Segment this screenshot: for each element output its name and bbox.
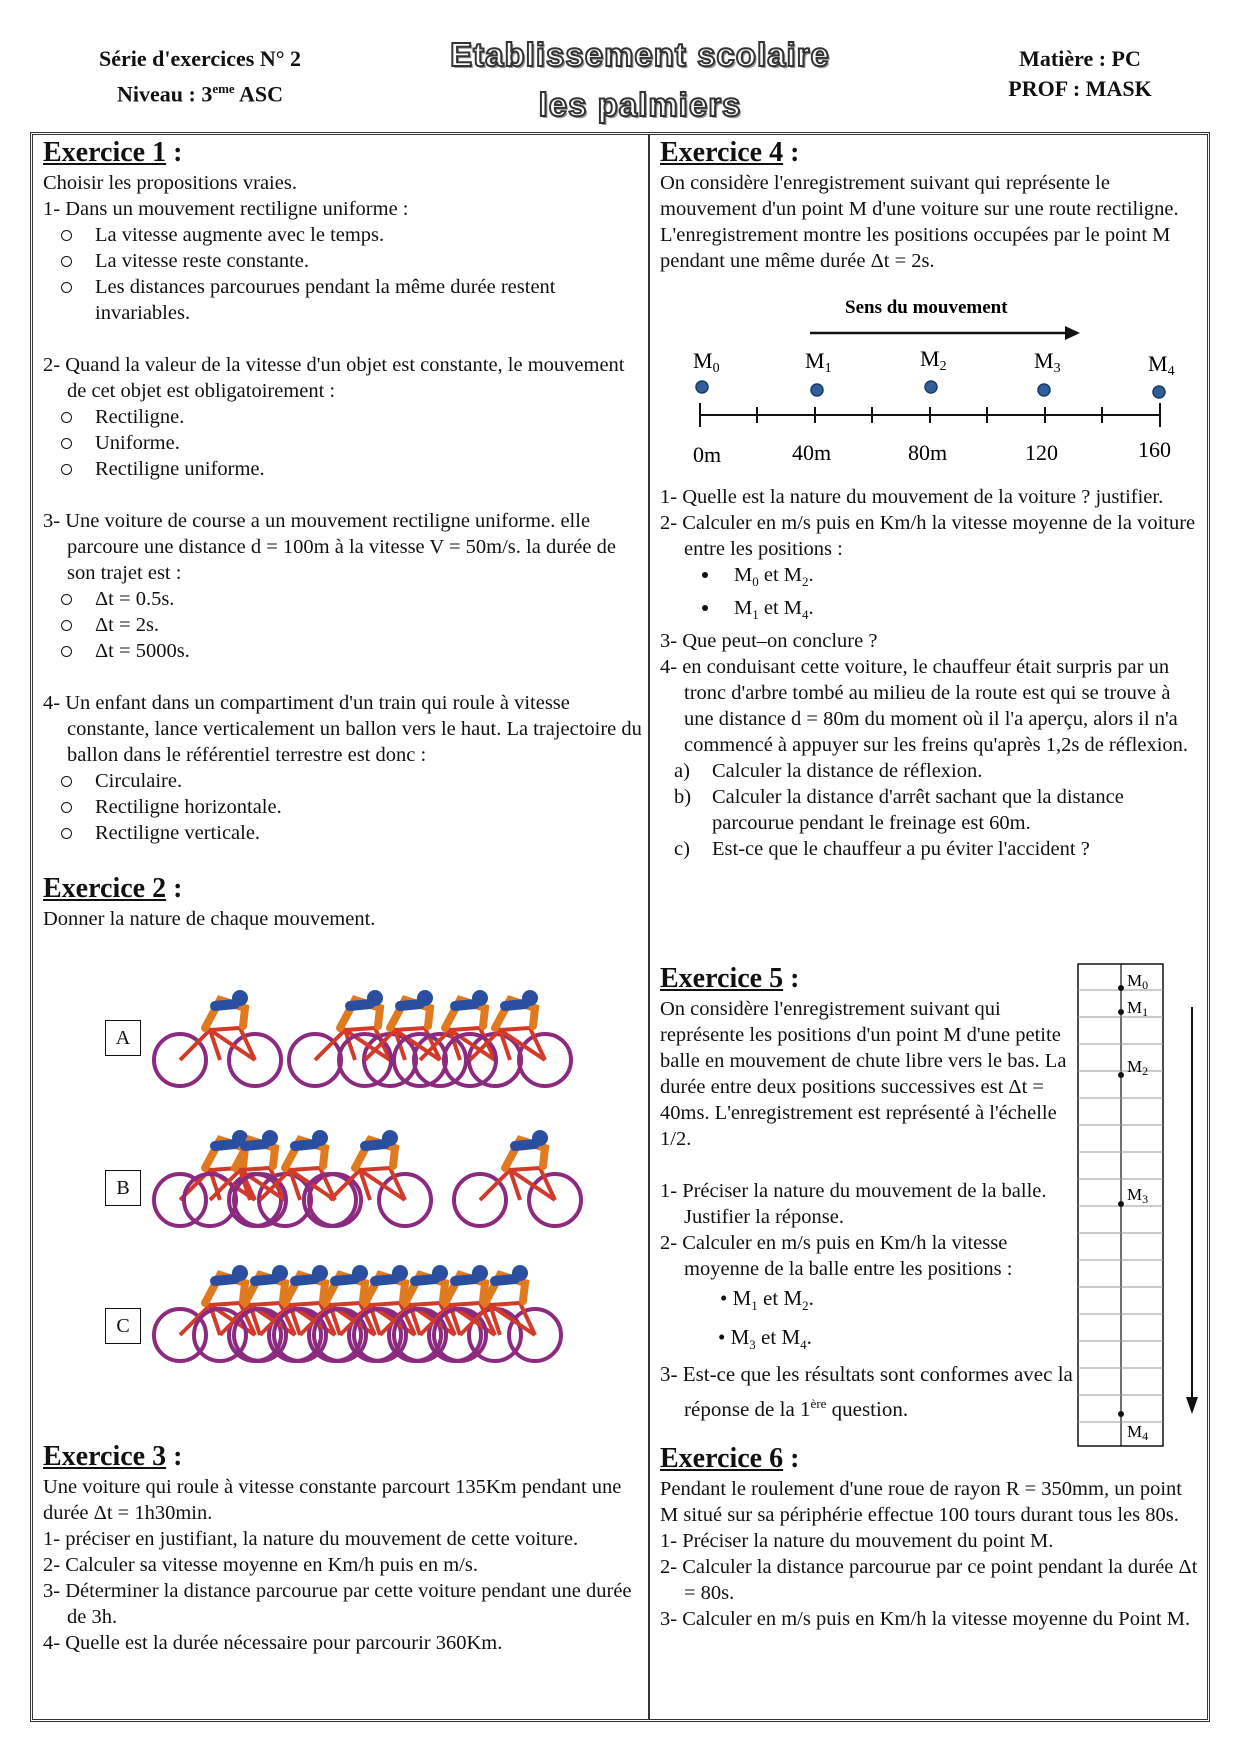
- column-divider: [648, 134, 650, 1720]
- pos-1: 40m: [792, 440, 832, 465]
- ex1-q3-opt: Δt = 2s.: [43, 612, 643, 638]
- ex1-q3-opt: Δt = 5000s.: [43, 638, 643, 664]
- ex1-intro: Choisir les propositions vraies.: [43, 172, 297, 194]
- ex3-title: Exercice 3 :: [43, 1441, 183, 1472]
- cyclists-figure: [60, 990, 600, 1420]
- ex1-q2: 2- Quand la valeur de la vitesse d'un objet est constante, le mouvement de cet objet est obligatoirement :: [43, 354, 625, 402]
- ex6-item: 2- Calculer la distance parcourue par ce point pendant la durée Δt = 80s.: [660, 1556, 1198, 1604]
- left-column: [43, 136, 643, 932]
- ex3-block: [43, 1440, 643, 1656]
- ex3-item: 1- préciser en justifiant, la nature du mouvement de cette voiture.: [43, 1528, 579, 1550]
- ex1-q4-opt: Rectiligne horizontale.: [43, 794, 643, 820]
- point-m0: [696, 381, 708, 393]
- ex5-q2: 2- Calculer en m/s puis en Km/h la vitesse moyenne de la balle entre les positions :: [660, 1232, 1013, 1280]
- school-line-2: les palmiers: [538, 86, 742, 123]
- ex4-title: Exercice 4 :: [660, 137, 800, 168]
- label-c: C: [105, 1308, 141, 1344]
- ex4-q4-c: c) Est-ce que le chauffeur a pu éviter l'accident ?: [674, 838, 1090, 861]
- ex5-bullet: • $M_1$ et $M_2$.: [720, 1286, 814, 1314]
- ex4-q2-bullet: $M_0$ et $M_2$.: [660, 562, 1205, 595]
- tape-m4: M4: [1127, 1422, 1149, 1443]
- prof-label: PROF : MASK: [1008, 76, 1152, 101]
- tape-m2: M2: [1127, 1057, 1149, 1078]
- ex3-item: 2- Calculer sa vitesse moyenne en Km/h puis en m/s.: [43, 1554, 478, 1576]
- ex1-title: Exercice 1 :: [43, 137, 183, 168]
- pos-0: 0m: [693, 442, 722, 467]
- cyclists-drawing: [140, 990, 640, 1420]
- ex1-q1-opt: La vitesse augmente avec le temps.: [43, 222, 643, 248]
- ex4-q4-a: a) Calculer la distance de réflexion.: [674, 760, 983, 783]
- label-a: A: [105, 1020, 141, 1056]
- ex1-q2-opt: Rectiligne.: [43, 404, 643, 430]
- ex1-q4: 4- Un enfant dans un compartiment d'un train qui roule à vitesse constante, lance verticalement un ballon vers le haut. La trajectoire du ballon dans le référentiel terrestre est donc :: [43, 692, 642, 766]
- ex1-q1-opt: Les distances parcourues pendant la même durée restent invariables.: [43, 274, 643, 326]
- tape-m0: M0: [1127, 971, 1149, 992]
- ex4-track-diagram: [660, 290, 1205, 475]
- ex3-item: 3- Déterminer la distance parcourue par cette voiture pendant une durée de 3h.: [43, 1580, 632, 1628]
- ex5-intro: On considère l'enregistrement suivant qui représente les positions d'un point M d'une petite balle en mouvement de chute libre vers le bas. La durée entre deux positions successives est Δt = 40ms. L'enregistrement est représenté à l'échelle 1/2.: [660, 998, 1067, 1150]
- ex2-title: Exercice 2 :: [43, 873, 183, 904]
- pos-3: 120: [1025, 440, 1058, 465]
- ex4-q4-b: b) Calculer la distance d'arrêt sachant que la distance parcourue pendant le freinage est 60m.: [674, 786, 1124, 835]
- sens-label: Sens du mouvement: [845, 297, 1008, 318]
- ex1-q4-opt: Circulaire.: [43, 768, 643, 794]
- ex1-q2-opt: Rectiligne uniforme.: [43, 456, 643, 482]
- header-right: [960, 44, 1200, 104]
- ex1-q4-opt: Rectiligne verticale.: [43, 820, 643, 846]
- ex1-q3-opt: Δt = 0.5s.: [43, 586, 643, 612]
- school-line-1: Etablissement scolaire: [450, 36, 830, 73]
- label-b: B: [105, 1170, 141, 1206]
- label-m4: M4: [1148, 351, 1175, 379]
- row-c: [154, 1265, 561, 1361]
- point-m3: [1038, 384, 1050, 396]
- ex6-item: 1- Préciser la nature du mouvement du point M.: [660, 1530, 1054, 1552]
- ex5-q3: 3- Est-ce que les résultats sont conformes avec la réponse de la 1ère question.: [660, 1362, 1073, 1422]
- ex3-item: 4- Quelle est la durée nécessaire pour parcourir 360Km.: [43, 1632, 503, 1654]
- point-m2: [925, 381, 937, 393]
- ex5-q1: 1- Préciser la nature du mouvement de la balle. Justifier la réponse.: [660, 1180, 1047, 1228]
- tape-m1: M1: [1127, 998, 1149, 1019]
- ex6-intro: Pendant le roulement d'une roue de rayon R = 350mm, un point M situé sur sa périphérie effectue 100 tours durant tous les 80s.: [660, 1478, 1182, 1526]
- pos-4: 160: [1138, 437, 1171, 462]
- point-m1: [811, 384, 823, 396]
- niveau-label: Niveau : 3eme ASC: [117, 81, 283, 107]
- ex2-intro: Donner la nature de chaque mouvement.: [43, 908, 376, 930]
- ex4-q2-bullet: $M_1$ et $M_4$.: [660, 595, 1205, 628]
- row-a: [154, 990, 571, 1086]
- ex4-q3: 3- Que peut–on conclure ?: [660, 630, 878, 653]
- ex4-q4: 4- en conduisant cette voiture, le chauffeur était surpris par un tronc d'arbre tombé au milieu de la route est qui se trouve à une distance d = 80m du moment où il l'a aperçu, alors il n'a commencé à appuyer sur les freins qu'après 1,2s de réflexion.: [660, 656, 1189, 757]
- right-column: [660, 136, 1205, 274]
- pos-2: 80m: [908, 440, 948, 465]
- serie-label: Série d'exercices N° 2: [98, 46, 302, 71]
- point-m4: [1153, 386, 1165, 398]
- ex5-block: [660, 962, 1080, 1424]
- ex5-tape-diagram: [1075, 962, 1215, 1452]
- ex4-intro: On considère l'enregistrement suivant qui représente le mouvement d'un point M d'une voiture sur une route rectiligne. L'enregistrement montre les positions occupées par le point M pendant une même durée Δt = 2s.: [660, 172, 1179, 272]
- ex1-q3: 3- Une voiture de course a un mouvement rectiligne uniforme. elle parcoure une distance d = 100m à la vitesse V = 50m/s. la durée de son trajet est :: [43, 510, 616, 584]
- ex1-q1: 1- Dans un mouvement rectiligne uniforme :: [43, 198, 409, 220]
- ex6-block: [660, 1442, 1205, 1632]
- school-name: [420, 30, 860, 130]
- ex4-q1: 1- Quelle est la nature du mouvement de la voiture ? justifier.: [660, 486, 1164, 508]
- ex6-item: 3- Calculer en m/s puis en Km/h la vitesse moyenne du Point M.: [660, 1608, 1191, 1630]
- ex5-title: Exercice 5 :: [660, 963, 800, 994]
- matiere-label: Matière : PC: [1019, 46, 1141, 71]
- label-m1: M1: [805, 348, 832, 376]
- arrow-head: [1065, 326, 1080, 340]
- ex4-q2: 2- Calculer en m/s puis en Km/h la vitesse moyenne de la voiture entre les positions :: [660, 512, 1196, 560]
- ex1-q1-opt: La vitesse reste constante.: [43, 248, 643, 274]
- ex5-bullet: • $M_3$ et $M_4$.: [718, 1325, 812, 1353]
- label-m0: M0: [693, 348, 720, 376]
- label-m2: M2: [920, 346, 947, 374]
- label-m3: M3: [1034, 348, 1061, 376]
- ex6-title: Exercice 6 :: [660, 1443, 800, 1474]
- ex1-q2-opt: Uniforme.: [43, 430, 643, 456]
- ex3-intro: Une voiture qui roule à vitesse constante parcourt 135Km pendant une durée Δt = 1h30min.: [43, 1476, 622, 1524]
- ex4-questions: [660, 484, 1205, 862]
- row-b: [154, 1130, 581, 1226]
- header-left: [0, 44, 400, 109]
- tape-m3: M3: [1127, 1185, 1149, 1206]
